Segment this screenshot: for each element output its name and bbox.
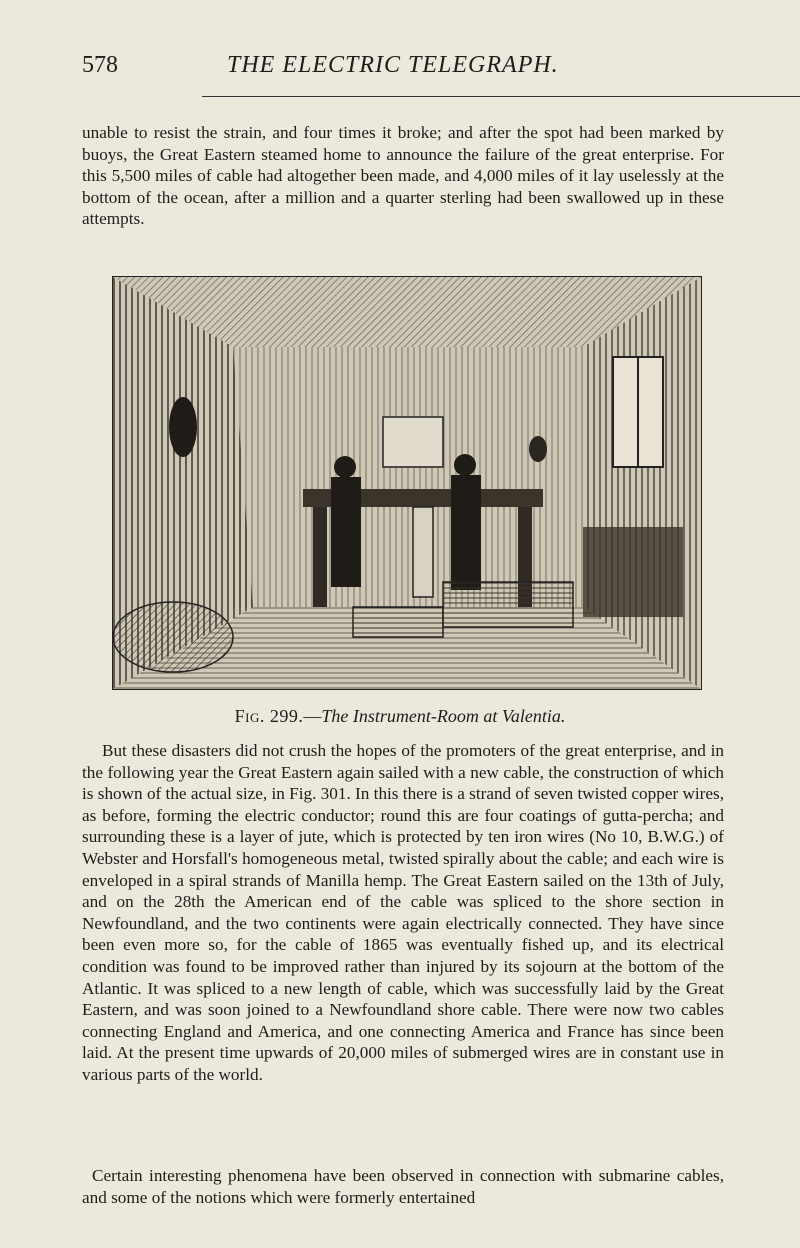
paragraph-2: [82, 740, 724, 1086]
header-rule: [202, 96, 800, 97]
running-title: THE ELECTRIC TELEGRAPH.: [227, 52, 559, 78]
page-header: [82, 52, 722, 100]
paragraph-3: [82, 1165, 724, 1208]
paragraph-1: [82, 122, 724, 230]
paragraph-1-text: unable to resist the strain, and four times it broke; and after the spot had been marked by buoys, the Great Eastern steamed home to announce the failure of the great enterprise. For this 5,500 miles of cable had altogether been made, and 4,000 miles of it lay uselessly at the bottom of the ocean, after a million and a quarter sterling had been swallowed up in these attempts.: [82, 123, 724, 229]
page-number: 578: [82, 52, 118, 78]
paragraph-3-text: Certain interesting phenomena have been observed in connection with submarine cables, and some of the notions which were formerly entertained: [82, 1166, 724, 1207]
paragraph-2-text: But these disasters did not crush the hopes of the promoters of the great enterprise, and in the following year the Great Eastern again sailed with a new cable, the construction of which is shown of the actual size, in Fig. 301. In this there is a strand of seven twisted copper wires, as before, forming the electric conductor; round this are four coatings of gutta-percha; and surrounding these is a layer of jute, which is protected by ten iron wires (No 10, B.W.G.) of Webster and Horsfall's homogeneous metal, twisted spirally about the cable; and each wire is enveloped in a spiral strands of Manilla hemp. The Great Eastern sailed on the 13th of July, and on the 28th the American end of the cable was spliced to the shore section in Newfoundland, and the two continents were again electrically connected. They have since been even more so, for the cable of 1865 was eventually fished up, and its electrical condition was found to be improved rather than injured by its sojourn at the bottom of the Atlantic. It was spliced to a new length of cable, which was successfully laid by the Great Eastern, and was soon joined to a Newfoundland shore cable. There were now two cables connecting England and America, and one connecting America and France has since been laid. At the present time upwards of 20,000 miles of submerged wires are in constant use in various parts of the world.: [82, 741, 725, 1084]
figure-title: The Instrument-Room at Valentia.: [321, 706, 566, 726]
figure-label: Fig. 299.: [234, 706, 304, 726]
figure-illustration: [112, 276, 702, 690]
figure-caption: Fig. 299.—The Instrument-Room at Valentia.: [234, 706, 566, 726]
